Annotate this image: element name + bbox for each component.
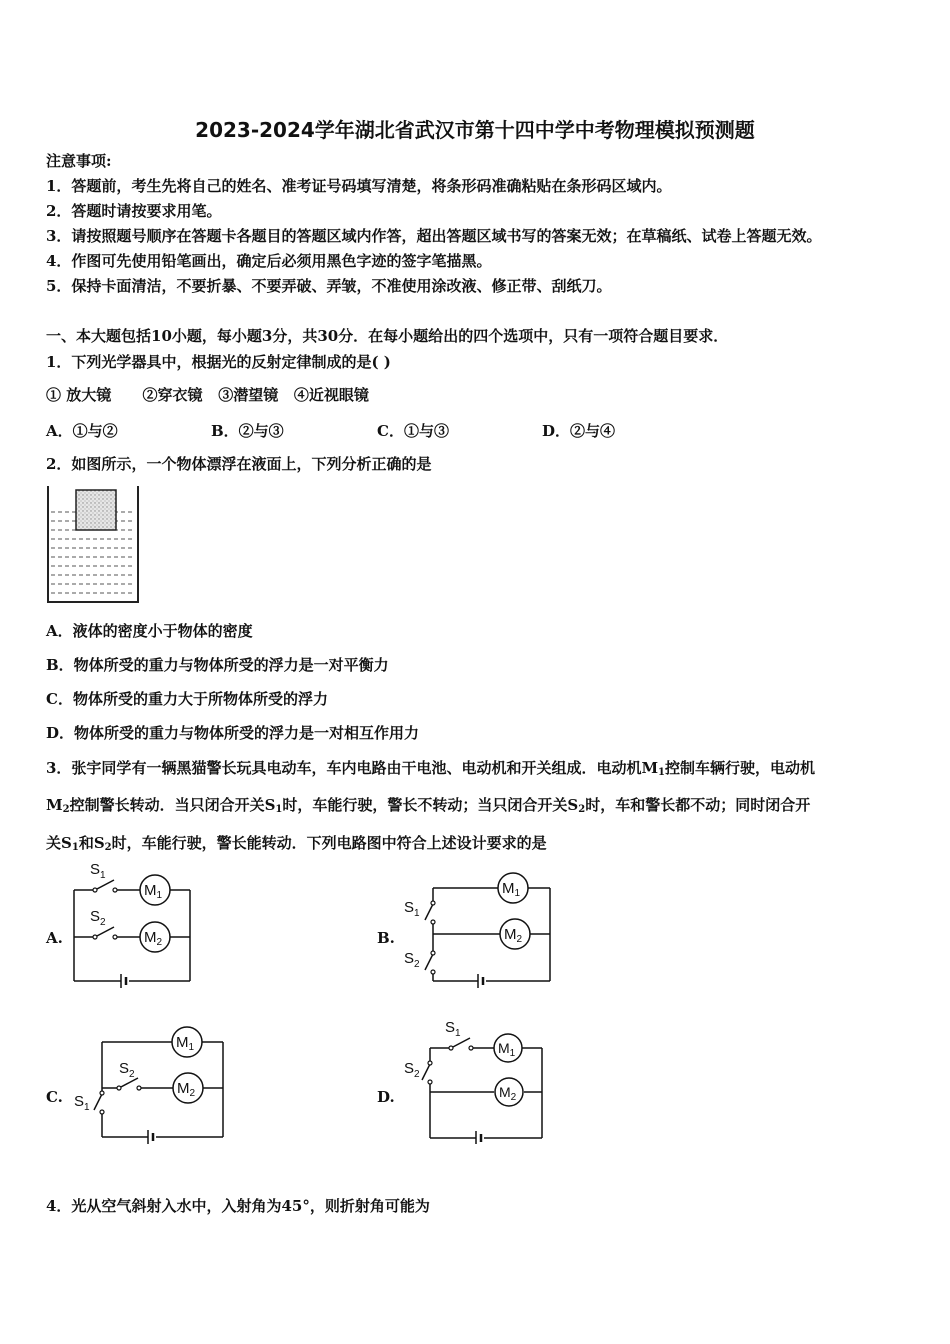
q1-option-d: D．②与④ [542, 422, 616, 440]
s2-label-a: $S_2$ [90, 908, 106, 928]
circuit-a [68, 860, 198, 986]
q2-stem: 2．如图所示，一个物体漂浮在液面上，下列分析正确的是 [46, 455, 432, 473]
s2-label-d: $S_2$ [404, 1060, 420, 1080]
circuit-d [400, 1018, 560, 1144]
m2-label-a: $M_2$ [144, 929, 163, 948]
q2-option-a: A．液体的密度小于物体的密度 [46, 622, 253, 640]
floating-object-figure [46, 486, 142, 606]
m2-label-d: $M_2$ [499, 1084, 517, 1103]
notice-item-5: 5．保持卡面清洁，不要折暴、不要弄破、弄皱，不准使用涂改液、修正带、刮纸刀。 [46, 277, 612, 295]
s2-label-b: $S_2$ [404, 950, 420, 970]
q2-option-d: D．物体所受的重力与物体所受的浮力是一对相互作用力 [46, 724, 420, 742]
q1-items: ① 放大镜 ②穿衣镜 ③潜望镜 ④近视眼镜 [46, 386, 369, 404]
m1-label-c: $M_1$ [176, 1034, 195, 1053]
q3-label-d: D. [377, 1088, 395, 1106]
q1-option-b: B．②与③ [211, 422, 284, 440]
q3-label-a: A. [46, 929, 63, 947]
m1-label-d: $M_1$ [498, 1040, 516, 1059]
q1-option-a: A．①与② [46, 422, 118, 440]
notice-heading: 注意事项: [46, 152, 112, 170]
s1-label-c: $S_1$ [74, 1093, 90, 1113]
m2-label-b: $M_2$ [504, 926, 523, 945]
m1-label-a: $M_1$ [144, 882, 163, 901]
notice-item-4: 4．作图可先使用铅笔画出，确定后必须用黑色字迹的签字笔描黑。 [46, 252, 492, 270]
notice-item-2: 2．答题时请按要求用笔。 [46, 202, 222, 220]
q3-label-c: C. [46, 1088, 63, 1106]
s1-label-b: $S_1$ [404, 899, 420, 919]
q2-option-b: B．物体所受的重力与物体所受的浮力是一对平衡力 [46, 656, 389, 674]
q3-label-b: B. [377, 929, 395, 947]
m1-label-b: $M_1$ [502, 880, 521, 899]
q3-line-1: 3．张宇同学有一辆黑猫警长玩具电动车，车内电路由干电池、电动机和开关组成．电动机$M_1$控制车辆行驶，电动机 [46, 759, 816, 778]
q3-line-2: $M_2$控制警长转动．当只闭合开关$S_1$时，车能行驶，警长不转动；当只闭合开关$S_2$时，车和警长都不动；同时闭合开 [46, 796, 811, 815]
circuit-b [400, 868, 560, 990]
q3-line-3: 关$S_1$和$S_2$时，车能行驶，警长能转动．下列电路图中符合上述设计要求的是 [46, 834, 547, 853]
notice-item-3: 3．请按照题号顺序在答题卡各题目的答题区域内作答，超出答题区域书写的答案无效；在草稿纸、试卷上答题无效。 [46, 227, 822, 245]
notice-item-1: 1．答题前，考生先将自己的姓名、准考证号码填写清楚，将条形码准确粘贴在条形码区域内。 [46, 177, 672, 195]
s2-label-c: $S_2$ [119, 1060, 135, 1080]
q1-stem: 1．下列光学器具中，根据光的反射定律制成的是( ) [46, 353, 391, 371]
s1-label-a: $S_1$ [90, 861, 106, 881]
q1-option-c: C．①与③ [377, 422, 449, 440]
page-title: 2023-2024学年湖北省武汉市第十四中学中考物理模拟预测题 [195, 118, 755, 142]
section-heading: 一、本大题包括10小题，每小题3分，共30分．在每小题给出的四个选项中，只有一项符合题目要求． [46, 327, 729, 345]
s1-label-d: $S_1$ [445, 1019, 461, 1039]
q2-option-c: C．物体所受的重力大于所物体所受的浮力 [46, 690, 328, 708]
circuit-c [70, 1022, 230, 1146]
m2-label-c: $M_2$ [177, 1080, 196, 1099]
q4-stem: 4．光从空气斜射入水中，入射角为45°，则折射角可能为 [46, 1197, 430, 1215]
